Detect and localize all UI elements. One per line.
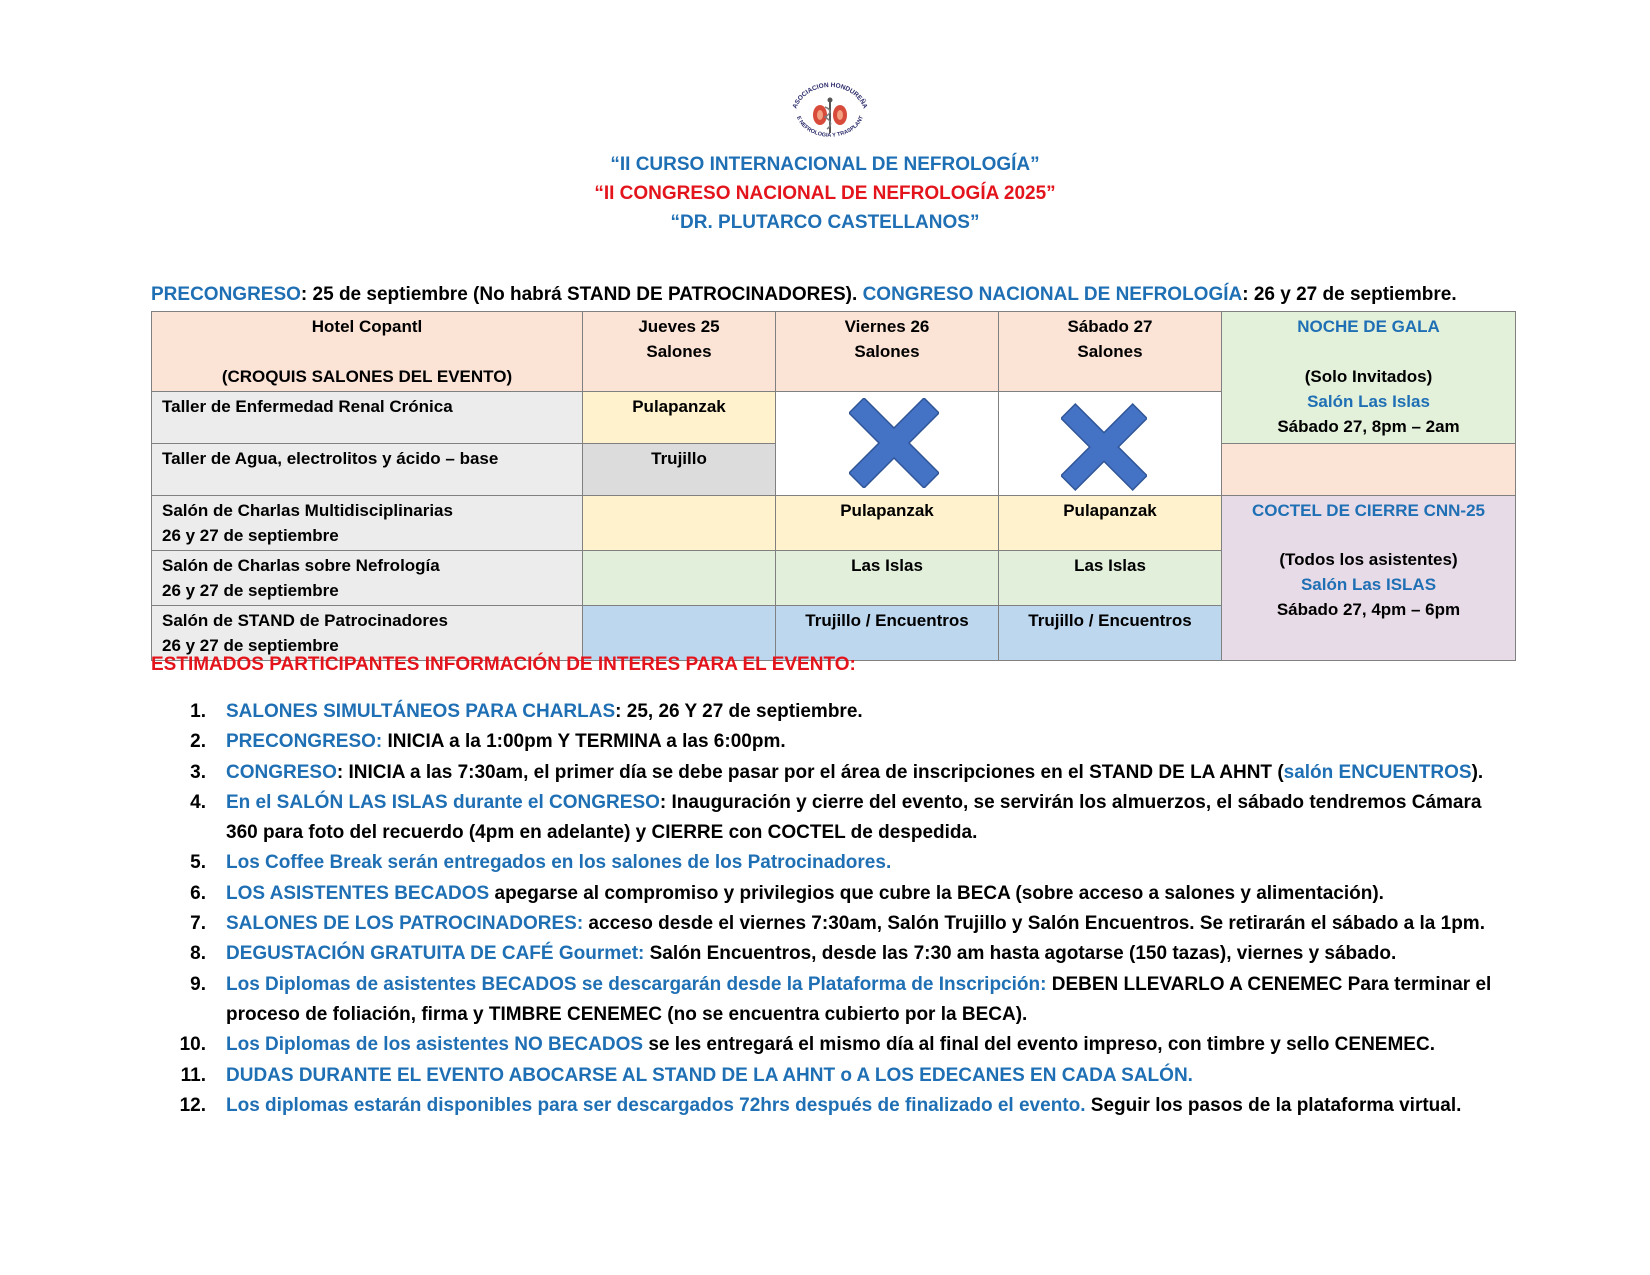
list-item	[176, 1091, 1516, 1121]
event-info-list	[176, 697, 1516, 1121]
stand-dates: 26 y 27 de septiembre	[162, 636, 339, 655]
item-text: se les entregará el mismo día al final del evento impreso, con timbre y sello CENEMEC.	[643, 1034, 1435, 1056]
item-text: Seguir los pasos de la plataforma virtual.	[1085, 1094, 1462, 1116]
list-item	[176, 1061, 1516, 1091]
precongreso-label: PRECONGRESO	[151, 284, 301, 305]
item-number: 4.	[190, 791, 206, 813]
viernes-na-cell	[776, 392, 999, 496]
item-number: 6.	[190, 882, 206, 904]
nefro-label: Salón de Charlas sobre Nefrología	[162, 556, 440, 575]
jueves-label: Jueves 25	[638, 317, 720, 336]
item-number: 8.	[190, 943, 206, 965]
item-number: 11.	[180, 1064, 206, 1086]
item-text: INICIA a la 1:00pm Y TERMINA a las 6:00pm.	[382, 731, 786, 753]
item-highlight: PRECONGRESO:	[226, 731, 383, 753]
item-number: 9.	[190, 973, 206, 995]
item-text: : Inauguración y cierre del evento, se servirán los almuerzos, el sábado tendremos Cámara 360 para foto del recuerdo (4pm en adelante) y CIERRE con COCTEL de despedida.	[226, 791, 1482, 844]
item-text: acceso desde el viernes 7:30am, Salón Trujillo y Salón Encuentros. Se retirarán el sábado a la 1pm.	[583, 913, 1485, 935]
honoree-title: “DR. PLUTARCO CASTELLANOS”	[670, 212, 980, 233]
header-viernes	[776, 312, 999, 392]
croquis-label: (CROQUIS SALONES DEL EVENTO)	[221, 367, 513, 386]
item-number: 10.	[179, 1034, 206, 1056]
blue-x-icon	[1061, 402, 1147, 492]
row-charlas-nefro	[152, 551, 583, 606]
congreso-label: CONGRESO NACIONAL DE NEFROLOGÍA	[862, 284, 1243, 305]
taller-renal-jueves: Pulapanzak	[583, 392, 776, 444]
list-item	[176, 970, 1516, 1031]
item-highlight: En el SALÓN LAS ISLAS durante el CONGRESO	[226, 791, 660, 813]
coctel-cell	[1222, 496, 1516, 661]
list-item	[176, 758, 1516, 788]
item-text: DEBEN LLEVARLO A CENEMEC Para terminar el proceso de foliación, firma y TIMBRE CENEMEC (no se encuentra cubierto por la BECA).	[226, 973, 1492, 1025]
item-highlight: SALONES SIMULTÁNEOS PARA CHARLAS	[226, 701, 616, 722]
item-highlight: CONGRESO	[226, 761, 337, 783]
gala-spacer-cell	[1222, 444, 1516, 496]
item-highlight: Los Coffee Break serán entregados en los salones de los Patrocinadores.	[226, 852, 892, 874]
item-text: apegarse al compromiso y privilegios que cubre la BECA (sobre acceso a salones y alimentación).	[489, 882, 1384, 904]
item-number: 12.	[179, 1094, 206, 1116]
jueves-salones: Salones	[646, 342, 712, 361]
stand-sabado: Trujillo / Encuentros	[999, 606, 1222, 661]
list-item	[176, 788, 1516, 849]
list-item	[176, 848, 1516, 878]
stand-label: Salón de STAND de Patrocinadores	[162, 611, 448, 630]
event-titles	[0, 150, 1650, 237]
viernes-label: Viernes 26	[844, 317, 930, 336]
item-highlight: Los Diplomas de asistentes BECADOS se descargarán desde la Plataforma de Inscripción:	[226, 973, 1047, 995]
item-highlight: SALONES DE LOS PATROCINADORES:	[226, 913, 584, 935]
svg-text:ASOCIACION HONDUREÑA: ASOCIACION HONDUREÑA	[791, 81, 869, 110]
congress-title: “II CONGRESO NACIONAL DE NEFROLOGÍA 2025”	[594, 183, 1056, 204]
association-logo	[783, 77, 877, 143]
item-highlight: DEGUSTACIÓN GRATUITA DE CAFÉ Gourmet:	[226, 943, 645, 965]
gala-title: NOCHE DE GALA	[1297, 317, 1440, 336]
multi-jueves	[583, 496, 776, 551]
row-taller-agua: Taller de Agua, electrolitos y ácido – base	[152, 444, 583, 496]
item-highlight-2: salón ENCUENTROS	[1283, 761, 1472, 783]
row-charlas-multi	[152, 496, 583, 551]
item-number: 7.	[190, 913, 206, 935]
list-item	[176, 1030, 1516, 1060]
item-number: 3.	[190, 761, 206, 783]
dates-summary	[151, 284, 1457, 306]
coctel-title: COCTEL DE CIERRE CNN-25	[1252, 501, 1485, 520]
sabado-salones: Salones	[1077, 342, 1143, 361]
sabado-na-cell	[999, 392, 1222, 496]
list-item	[176, 939, 1516, 969]
header-venue	[152, 312, 583, 392]
row-taller-renal: Taller de Enfermedad Renal Crónica	[152, 392, 583, 444]
viernes-salones: Salones	[854, 342, 920, 361]
sabado-label: Sábado 27	[1067, 317, 1153, 336]
coctel-time: Sábado 27, 4pm – 6pm	[1276, 600, 1461, 619]
multi-label: Salón de Charlas Multidisciplinarias	[162, 501, 453, 520]
coctel-note: (Todos los asistentes)	[1279, 550, 1458, 569]
nefro-jueves	[583, 551, 776, 606]
header-jueves	[583, 312, 776, 392]
nefro-sabado: Las Islas	[999, 551, 1222, 606]
item-highlight: Los Diplomas de los asistentes NO BECADOS	[226, 1034, 644, 1056]
coctel-venue: Salón Las ISLAS	[1300, 575, 1437, 594]
congreso-text: : 26 y 27 de septiembre.	[1242, 284, 1457, 305]
gala-note: (Solo Invitados)	[1304, 367, 1433, 386]
nefro-dates: 26 y 27 de septiembre	[162, 581, 339, 600]
blue-x-icon	[849, 398, 939, 488]
gala-venue: Salón Las Islas	[1307, 392, 1430, 411]
precongreso-text: : 25 de septiembre (No habrá STAND DE PATROCINADORES).	[300, 284, 863, 305]
item-text: Salón Encuentros, desde las 7:30 am hasta agotarse (150 tazas), viernes y sábado.	[644, 943, 1397, 965]
header-sabado	[999, 312, 1222, 392]
stand-jueves	[583, 606, 776, 661]
item-highlight: Los diplomas estarán disponibles para ser descargados 72hrs después de finalizado el evento.	[226, 1094, 1086, 1116]
participants-notice: ESTIMADOS PARTICIPANTES INFORMACIÓN DE INTERES PARA EL EVENTO:	[151, 654, 856, 675]
item-highlight: DUDAS DURANTE EL EVENTO ABOCARSE AL STAND DE LA AHNT o A LOS EDECANES EN CADA SALÓN.	[226, 1064, 1193, 1086]
svg-text:DE NEFROLOGIA Y TRASPLANTE: E NEFROLOGIA Y TRASPLANT	[795, 115, 866, 139]
taller-agua-jueves: Trujillo	[583, 444, 776, 496]
gala-time: Sábado 27, 8pm – 2am	[1277, 417, 1460, 436]
stand-viernes: Trujillo / Encuentros	[776, 606, 999, 661]
item-text-2: ).	[1471, 761, 1484, 783]
multi-viernes: Pulapanzak	[776, 496, 999, 551]
nefro-viernes: Las Islas	[776, 551, 999, 606]
item-text: : INICIA a las 7:30am, el primer día se debe pasar por el área de inscripciones en el STAND DE LA AHNT (	[336, 761, 1284, 783]
item-highlight: LOS ASISTENTES BECADOS	[226, 882, 490, 904]
list-item	[176, 909, 1516, 939]
item-number: 2.	[190, 731, 206, 753]
multi-sabado: Pulapanzak	[999, 496, 1222, 551]
list-item	[176, 879, 1516, 909]
list-item	[176, 727, 1516, 757]
gala-cell	[1222, 312, 1516, 444]
multi-dates: 26 y 27 de septiembre	[162, 526, 339, 545]
course-title: “II CURSO INTERNACIONAL DE NEFROLOGÍA”	[610, 154, 1040, 175]
venue-schedule-table	[151, 311, 1516, 661]
hotel-name: Hotel Copantl	[311, 317, 423, 336]
row-stand	[152, 606, 583, 661]
list-item	[176, 697, 1516, 727]
item-number: 1.	[190, 701, 206, 722]
item-number: 5.	[190, 852, 206, 874]
item-text: : 25, 26 Y 27 de septiembre.	[615, 701, 863, 722]
